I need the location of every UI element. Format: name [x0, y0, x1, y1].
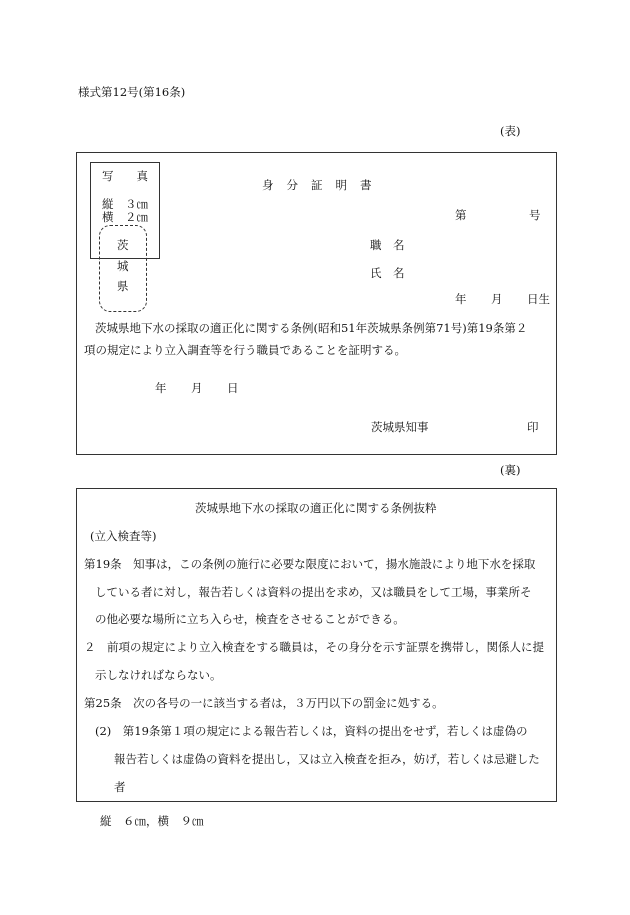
- item-2-text: (2) 第19条第１項の規定による報告若しくは，資料の提出をせず，若しくは虚偽の: [95, 724, 528, 738]
- photo-width: 横 ２㎝: [102, 210, 148, 224]
- seal-char: 茨: [117, 238, 129, 252]
- article-25-text: 第25条 次の各号の一に該当する者は，３万円以下の罰金に処する。: [84, 696, 444, 710]
- name-label: 氏 名: [370, 266, 405, 280]
- front-side-label: (表): [500, 124, 521, 138]
- birth-month: 月: [491, 292, 503, 306]
- birth-day: 日生: [527, 292, 550, 306]
- card-title: 身分証明書: [262, 178, 385, 192]
- back-title: 茨城県地下水の採取の適正化に関する条例抜粋: [195, 501, 437, 515]
- section-heading: (立入検査等): [90, 529, 157, 543]
- item-2-text: 報告若しくは虚偽の資料を提出し，又は立入検査を拒み，妨げ，若しくは忌避した: [114, 752, 540, 766]
- article-19-text: の他必要な場所に立ち入らせ，検査をさせることができる。: [95, 612, 405, 626]
- certification-text: 項の規定により立入調査等を行う職員であることを証明する。: [84, 343, 406, 357]
- form-number: 様式第12号(第16条): [78, 85, 186, 99]
- number-label: 第: [455, 208, 467, 222]
- issue-year: 年: [155, 381, 167, 395]
- paragraph-2-text: 示しなければならない。: [95, 668, 222, 682]
- seal-char: 城: [117, 259, 129, 273]
- photo-label: 写 真: [102, 169, 148, 183]
- item-2-text: 者: [114, 780, 126, 794]
- seal-char: 県: [117, 279, 129, 293]
- certification-text: 茨城県地下水の採取の適正化に関する条例(昭和51年茨城県条例第71号)第19条第２: [95, 321, 528, 335]
- seal-mark: 印: [527, 420, 539, 434]
- size-note: 縦 ６㎝，横 ９㎝: [100, 814, 204, 828]
- issue-month: 月: [191, 381, 203, 395]
- article-19-text: 第19条 知事は，この条例の施行に必要な限度において，揚水施設により地下水を採取: [84, 557, 536, 571]
- paragraph-2-text: ２ 前項の規定により立入検査をする職員は，その身分を示す証票を携帯し，関係人に提: [84, 640, 544, 654]
- number-suffix: 号: [529, 208, 541, 222]
- photo-height: 縦 ３㎝: [102, 197, 148, 211]
- birth-year: 年: [455, 292, 467, 306]
- position-label: 職 名: [370, 238, 405, 252]
- article-19-text: している者に対し，報告若しくは資料の提出を求め，又は職員をして工場，事業所そ: [95, 585, 532, 599]
- back-side-label: (裏): [500, 463, 521, 477]
- issue-day: 日: [227, 381, 239, 395]
- issuer: 茨城県知事: [371, 420, 429, 434]
